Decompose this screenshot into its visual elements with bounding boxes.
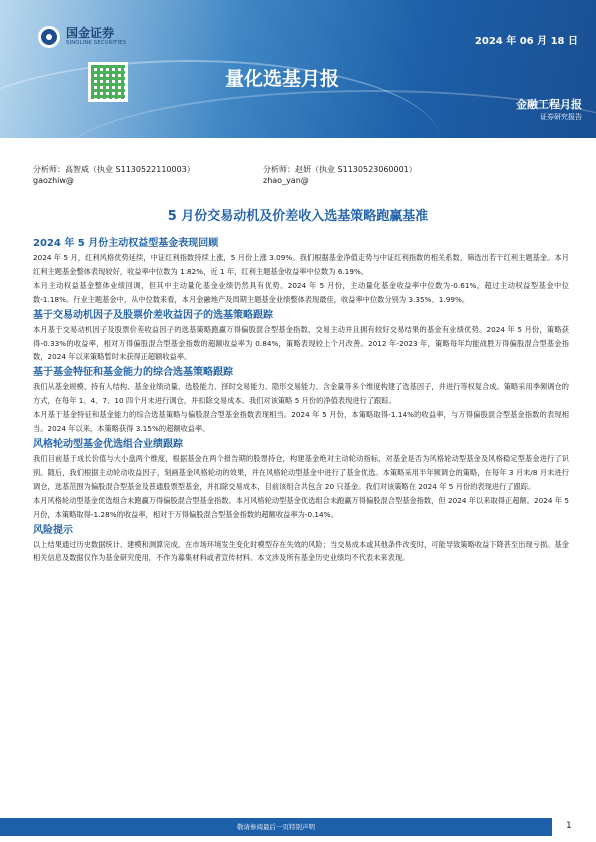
report-series-title: 量化选基月报 <box>225 68 340 90</box>
report-body <box>33 235 569 565</box>
page-number: 1 <box>566 821 572 831</box>
report-kind: 金融工程月报 <box>516 98 582 111</box>
logo-name-en: SINOLINK SECURITIES <box>66 40 127 46</box>
paragraph: 我们从基金规模、持有人结构、基金业绩动量、选股能力、择时交易能力、隐形交易能力、含金量等多个维度构建了选基因子，并进行等权复合成。策略采用季频调仓的方式，在每年 1、4、7、10 四个月末进行调仓，并扣除交易成本。我们对该策略 5 月份的净值表现进行了跟踪。 <box>33 382 569 406</box>
footer-disclaimer: 敬请参阅最后一页特别声明 <box>237 823 315 831</box>
company-logo <box>38 26 126 48</box>
section-title: 风险提示 <box>33 524 73 536</box>
main-title: 5 月份交易动机及价差收入选基策略跑赢基准 <box>167 209 429 224</box>
paragraph: 本月主动权益基金整体业绩回调，但其中主动量化基金业绩仍然具有优势。2024 年 5 月份，主动量化基金收益率中位数为-0.61%，超过主动权益型基金中位数-1.18%。行业主题基金中，从中位数来看，本月金融地产及周期主题基金业绩整体表现最佳，收益率中位数分别为 3.35%、1.99%。 <box>33 280 569 304</box>
report-header <box>0 0 596 138</box>
section-title: 2024 年 5 月份主动权益型基金表现回顾 <box>33 238 219 249</box>
section-title: 风格轮动型基金优选组合业绩跟踪 <box>33 438 183 450</box>
paragraph: 2024 年 5 月，红利风格优势延续，中证红利指数持续上涨，5 月份上涨 3.09%。我们根据基金净值走势与中证红利指数的相关系数，筛选出若干红利主题基金。本月红利主题基金整体表现较好，收益率中位数为 1.82%，近 1 年，红利主题基金收益率中位数为 6.19%。 <box>33 253 569 276</box>
section-title: 基于基金特征和基金能力的综合选基策略跟踪 <box>33 367 233 379</box>
analyst-2: 分析师：赵妍（执业 S1130523060001） <box>263 165 417 174</box>
report-date: 2024 年 06 月 18 日 <box>474 36 578 47</box>
qr-code-icon <box>88 62 128 102</box>
analyst-1: 分析师：高智威（执业 S1130522110003） <box>33 165 195 174</box>
paragraph: 本月基于交易动机因子及股票价差收益因子的选基策略跑赢万得偏股混合型基金指数，交易主动并且拥有较好交易结果的基金有业绩优势。2024 年 5 月份，策略获得-0.33%的收益率，相对万得偏股混合型基金指数的超额收益率为 0.84%，策略表现较上个月改善。2012 年-2023 年，策略每年均能战胜万得偏股混合型基金指数，2024 年以来策略暂时未获得正超额收益率。 <box>33 324 569 362</box>
logo-name-cn: 国金证券 <box>66 26 115 40</box>
analyst-1-email[interactable]: gaozhiw@ <box>33 176 74 185</box>
section-title: 基于交易动机因子及股票价差收益因子的选基策略跟踪 <box>33 309 273 321</box>
analyst-info <box>33 164 573 186</box>
report-subtitle: 证券研究报告 <box>540 113 582 121</box>
paragraph: 以上结果通过历史数据统计、建模和测算完成，在市场环境发生变化时模型存在失效的风险；当交易成本或其他条件改变时，可能导致策略收益下降甚至出现亏损。基金相关信息及数据仅作为基金研究使用，不作为募集材料或者宣传材料。本文涉及所有基金历史业绩均不代表未来表现。 <box>33 539 569 563</box>
paragraph: 本月风格轮动型基金优选组合未跑赢万得偏股混合型基金指数。本月风格轮动型基金优选组合未跑赢万得偏股混合型基金指数，但 2024 年以来取得正超额。2024 年 5 月份，本策略取得-1.28%的收益率，相对于万得偏股混合型基金指数的超额收益率为-0.14%。 <box>33 495 569 519</box>
analyst-2-email[interactable]: zhao_yan@ <box>263 176 309 185</box>
logo-icon <box>38 26 60 48</box>
paragraph: 本月基于基金特征和基金能力的综合选基策略与偏股混合型基金指数表现相当。2024 年 5 月份，本策略取得-1.14%的收益率，与万得偏股混合型基金指数的表现相当。2024 年以来，本策略获得 3.15%的超额收益率。 <box>33 410 569 434</box>
paragraph: 我们目前基于成长价值与大小盘两个维度，根据基金在两个报告期的股票持仓，构建基金绝对主动轮动指标，对基金是否为风格轮动型基金及风格稳定型基金进行了识别。随后，我们根据主动轮动收益因子，刻画基金风格轮动的效果，并在风格轮动型基金中进行了基金优选。本策略采用半年频调仓的策略，在每年 3 月末/8 月末进行调仓，选基范围为偏股混合型基金及普通股票型基金，并扣除交易成本，目前该组合共包含 20 只基金。我们对该策略在 2024 年 5 月份的表现进行了跟踪。 <box>33 453 569 491</box>
